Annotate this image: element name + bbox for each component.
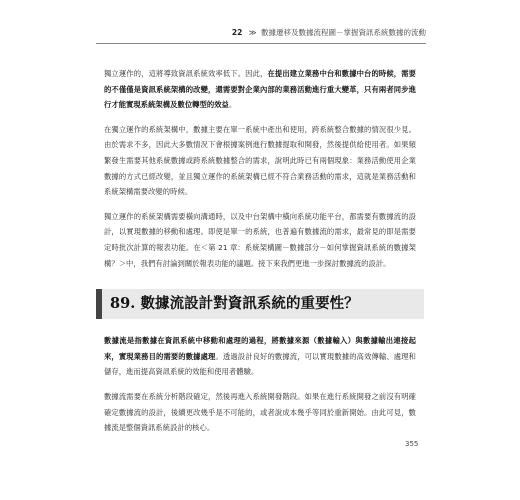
page-number: 355: [405, 440, 419, 448]
paragraph: 獨立運作的系統架構需要橫向溝通時，以及中台架構中橫向系統功能平台，都需要有數據流的設計，以實現數據的移動和處理。即使是單一的系統，也普遍有數據流的需求，最常見的即是需要定時批次計算的報表功能。在＜第 21 章：系統架構圖－數據部分－如何掌握資訊系統的數據架構？＞中，我們有討論到關於報表功能的議題。接下來我們更進一步探討數據流的設計。: [104, 211, 416, 268]
paragraph-text: 。透過設計良好的數據流，可以實現數據的高效傳輸、處理和儲存，進而提高資訊系統的效能和使用者體驗。: [104, 351, 417, 377]
section-heading-banner: [96, 289, 424, 319]
chapter-title: 數據遷移及數據流程圖－掌握資訊系統數據的流動: [261, 28, 426, 37]
running-header: [232, 27, 426, 38]
paragraph-text: 獨立運作的，這將導致資訊系統效率低下。因此，: [104, 69, 268, 78]
paragraph: 在獨立運作的系統架構中，數據主要在單一系統中產出和使用，跨系統整合數據的情況很少見。由於需求不多，因此大多數情況下會根據案例進行數據提取和開發，然後提供給使用者。如果頻繁發生需要其他系統數據或跨系統數據整合的需求，說明此時已有兩個現象：業務活動使用企業數據的方式已經改變，並且獨立運作的系統架構已經不符合業務活動的需求，這就是業務活動和系統架構需要改變的時候。: [104, 124, 416, 197]
paragraph: 數據流需要在系統分析階段確定，然後再進入系統開發階段。如果在進行系統開發之前沒有明確確定數據流的設計，後續更改幾乎是不可能的，或者說成本幾乎等同於重新開始。由此可見，數據流是整個資訊系統設計的核心。: [104, 391, 416, 433]
header-rule: [96, 43, 426, 44]
emphasis-text: 數據流是指數據在資訊系統中移動和處理的過程，將數據來源（數據輸入）與數據輸出連接起來，實現業務目的需要的數據處理: [104, 336, 416, 361]
emphasis-text: 在提出建立業務中台和數據中台的時候，需要的不僅僅是資訊系統架構的改變，還需要對企業內部的業務活動進行重大變革，只有兩者同步進行才能實現系統架構及數位轉型的效益: [104, 69, 416, 110]
paragraph-text: 。: [228, 100, 237, 110]
chapter-number: 22: [231, 28, 243, 37]
section-title: 89. 數據流設計對資訊系統的重要性？: [110, 295, 359, 313]
page-body: [104, 66, 416, 445]
header-separator: ≫: [248, 28, 257, 37]
paragraph: [104, 66, 416, 113]
paragraph: [104, 333, 416, 380]
